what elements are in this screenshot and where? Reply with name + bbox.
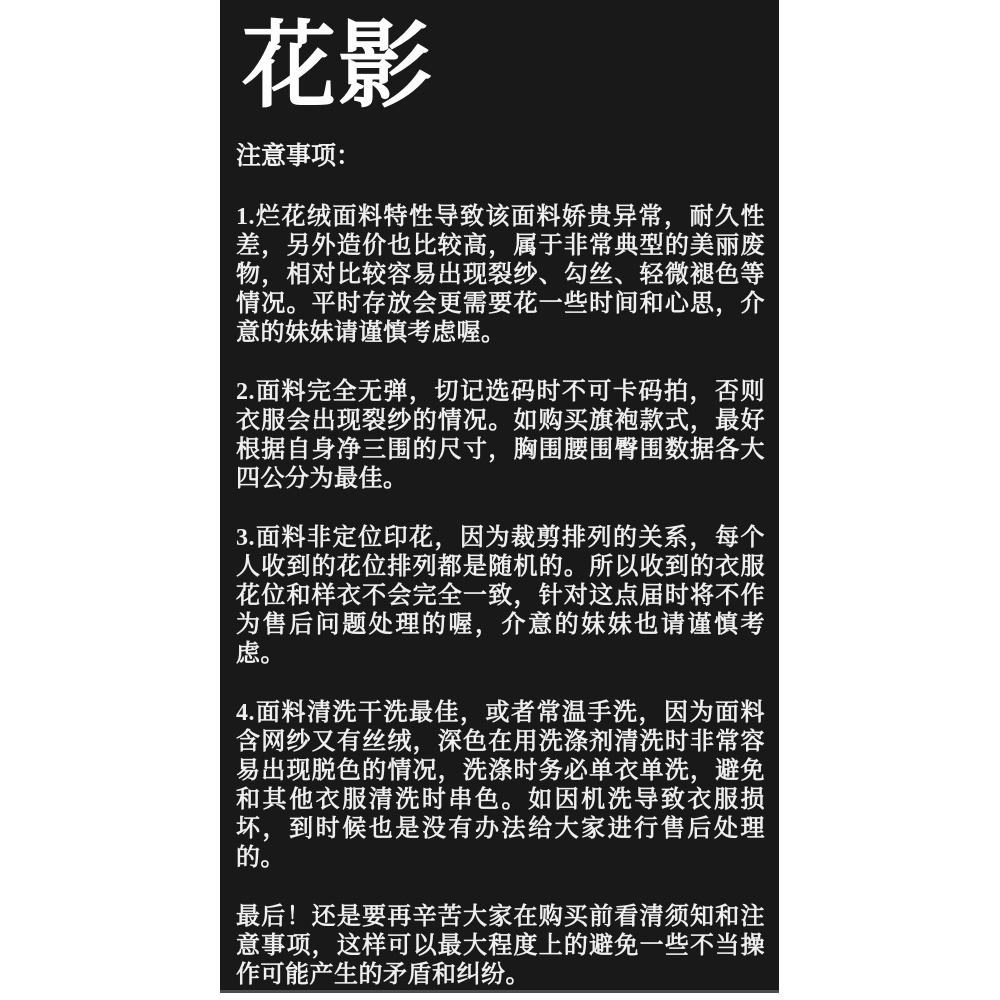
notice-paragraph-3: 3.面料非定位印花，因为裁剪排列的关系，每个人收到的花位排列都是随机的。所以收到的衣服花位和样衣不会完全一致，针对这点届时将不作为售后问题处理的喔，介意的妹妹也请谨慎考虑。	[236, 525, 765, 667]
notice-paragraph-final: 最后！还是要再辛苦大家在购买前看清须知和注意事项，这样可以最大程度上的避免一些不当操作可能产生的矛盾和纠纷。	[236, 904, 765, 988]
notice-heading: 注意事项：	[236, 143, 362, 170]
notice-panel	[220, 0, 779, 993]
notice-paragraph-4: 4.面料清洗干洗最佳，或者常温手洗，因为面料含网纱又有丝绒，深色在用洗涤剂清洗时非常容易出现脱色的情况，洗涤时务必单衣单洗，避免和其他衣服清洗时串色。如因机洗导致衣服损坏，到时候也是没有办法给大家进行售后处理的。	[236, 700, 765, 871]
notice-paragraph-2: 2.面料完全无弹，切记选码时不可卡码拍，否则衣服会出现裂纱的情况。如购买旗袍款式，最好根据自身净三围的尺寸，胸围腰围臀围数据各大四公分为最佳。	[236, 379, 765, 492]
notice-paragraph-1: 1.烂花绒面料特性导致该面料娇贵异常，耐久性差，另外造价也比较高，属于非常典型的美丽废物，相对比较容易出现裂纱、勾丝、轻微褪色等情况。平时存放会更需要花一些时间和心思，介意的妹妹请谨慎考虑喔。	[236, 204, 765, 346]
poster-title: 花影	[242, 15, 435, 119]
